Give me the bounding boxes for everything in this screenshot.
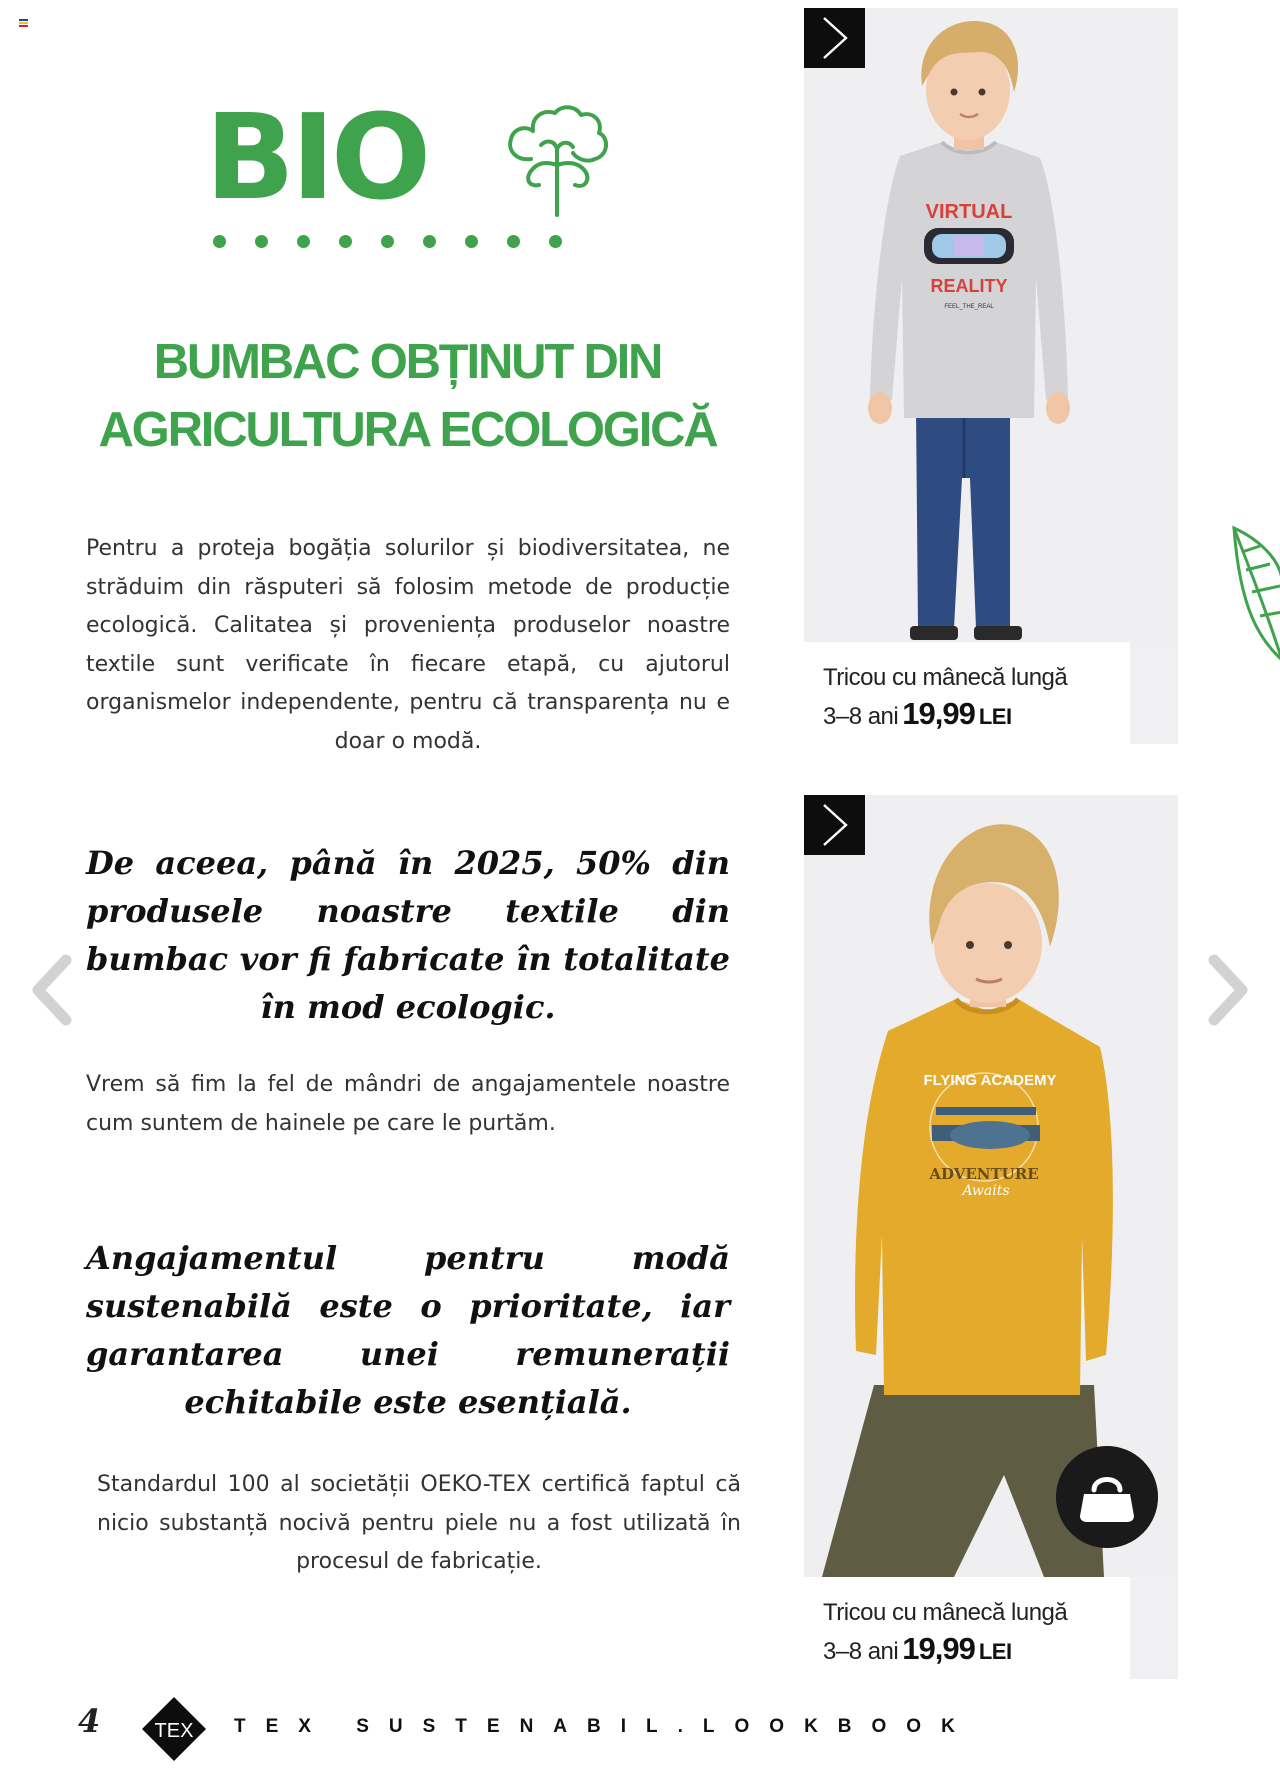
product-name: Tricou cu mânecă lungă <box>823 1599 1068 1626</box>
chevron-right-icon[interactable] <box>804 795 865 855</box>
print-top-text: VIRTUAL <box>925 201 1013 223</box>
product-photo[interactable] <box>804 8 1178 642</box>
product-name: Tricou cu mânecă lungă <box>823 664 1068 691</box>
tex-logo <box>140 1695 208 1763</box>
product-currency: LEI <box>978 1639 1012 1664</box>
tex-logo-text: TEX <box>154 1720 194 1742</box>
product-caption <box>804 1577 1130 1679</box>
leaf-icon <box>1230 520 1280 670</box>
goal-quote: De aceea, până în 2025, 50% din produsele noastre textile din bumbac vor fi fabricate în totalitate în mod ecologic. <box>86 844 730 1026</box>
product-age-price <box>823 1631 1012 1667</box>
pride-paragraph: Vrem să fim la fel de mândri de angajamentele noastre cum suntem de hainele pe care le purtăm. <box>86 1072 730 1136</box>
footer-title: TEX SUSTENABIL.LOOKBOOK <box>234 1716 975 1737</box>
bio-logo-text: BIO <box>205 88 428 226</box>
print-small-text: FEEL_THE_REAL <box>944 304 994 310</box>
page-number: 4 <box>78 1702 101 1740</box>
shopping-bag-icon[interactable] <box>1056 1446 1158 1548</box>
commitment-quote: Angajamentul pentru modă sustenabilă este o prioritate, iar garantarea unei remunerații echitabile este esențială. <box>86 1239 730 1421</box>
headline-line-2: AGRICULTURA ECOLOGICĂ <box>98 403 717 457</box>
bio-logo <box>205 88 625 265</box>
cotton-plant-icon <box>495 103 615 223</box>
headline-line-1: BUMBAC OBȚINUT DIN <box>153 335 662 389</box>
product-age: 3–8 ani <box>823 1638 899 1665</box>
product-caption <box>804 642 1130 744</box>
print-small-text: Awaits <box>962 1183 1010 1199</box>
product-age-price <box>823 696 1012 732</box>
oeko-paragraph: Standardul 100 al societății OEKO-TEX certifică faptul că nicio substanță nocivă pentru piele nu a fost utilizată în procesul de fabricație. <box>97 1472 741 1574</box>
product-price: 19,99 <box>902 696 975 731</box>
chevron-right-icon[interactable] <box>1198 950 1258 1030</box>
print-top-text: FLYING ACADEMY <box>923 1072 1057 1089</box>
product-card[interactable] <box>804 795 1178 1679</box>
chevron-left-icon[interactable] <box>22 950 82 1030</box>
product-currency: LEI <box>978 704 1012 729</box>
bio-dots <box>213 235 562 248</box>
print-bottom-text: REALITY <box>930 276 1008 296</box>
chevron-right-icon[interactable] <box>804 8 865 68</box>
language-flag-icon[interactable] <box>19 19 28 26</box>
intro-paragraph: Pentru a proteja bogăția solurilor și biodiversitatea, ne străduim din răsputeri să folosim metode de producție ecologică. Calitatea și proveniența produselor noastre textile sunt verificate în fiecare etapă, cu ajutorul organismelor independente, pentru că transparența nu e doar o modă. <box>86 536 730 754</box>
product-card[interactable] <box>804 8 1178 744</box>
page-headline <box>80 328 735 464</box>
product-age: 3–8 ani <box>823 703 899 730</box>
print-bottom-text: ADVENTURE <box>929 1165 1039 1183</box>
product-price: 19,99 <box>902 1631 975 1666</box>
